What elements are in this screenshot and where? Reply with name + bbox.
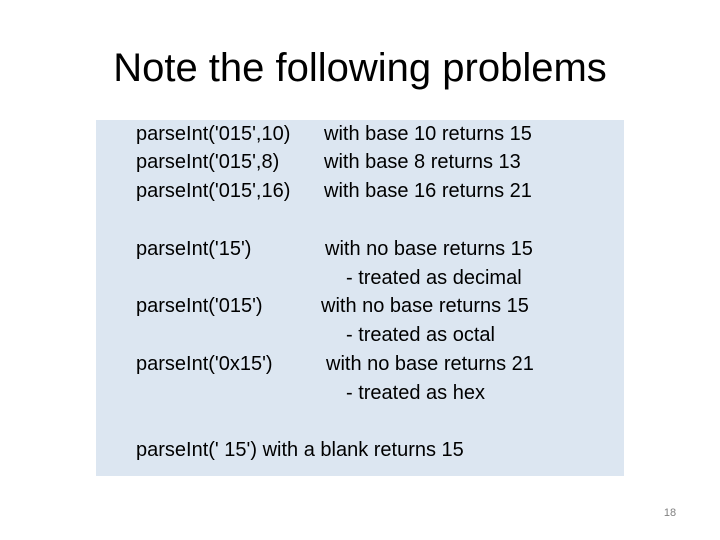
radix-result-2: with base 8 returns 13 [324,151,521,173]
slide-title: Note the following problems [113,46,607,90]
nobase-note-1: - treated as decimal [346,267,522,289]
nobase-call-1: parseInt('15') [136,238,252,260]
radix-result-1: with base 10 returns 15 [324,123,532,145]
nobase-result-1: with no base returns 15 [325,238,533,260]
nobase-result-2: with no base returns 15 [321,295,529,317]
nobase-note-2: - treated as octal [346,324,495,346]
blank-example: parseInt(' 15') with a blank returns 15 [136,439,464,461]
nobase-result-3: with no base returns 21 [326,353,534,375]
radix-call-2: parseInt('015',8) [136,151,280,173]
nobase-note-3: - treated as hex [346,382,485,404]
radix-call-1: parseInt('015',10) [136,123,291,145]
nobase-call-2: parseInt('015') [136,295,263,317]
radix-call-3: parseInt('015',16) [136,180,291,202]
nobase-call-3: parseInt('0x15') [136,353,273,375]
page-number: 18 [663,507,677,519]
radix-result-3: with base 16 returns 21 [324,180,532,202]
